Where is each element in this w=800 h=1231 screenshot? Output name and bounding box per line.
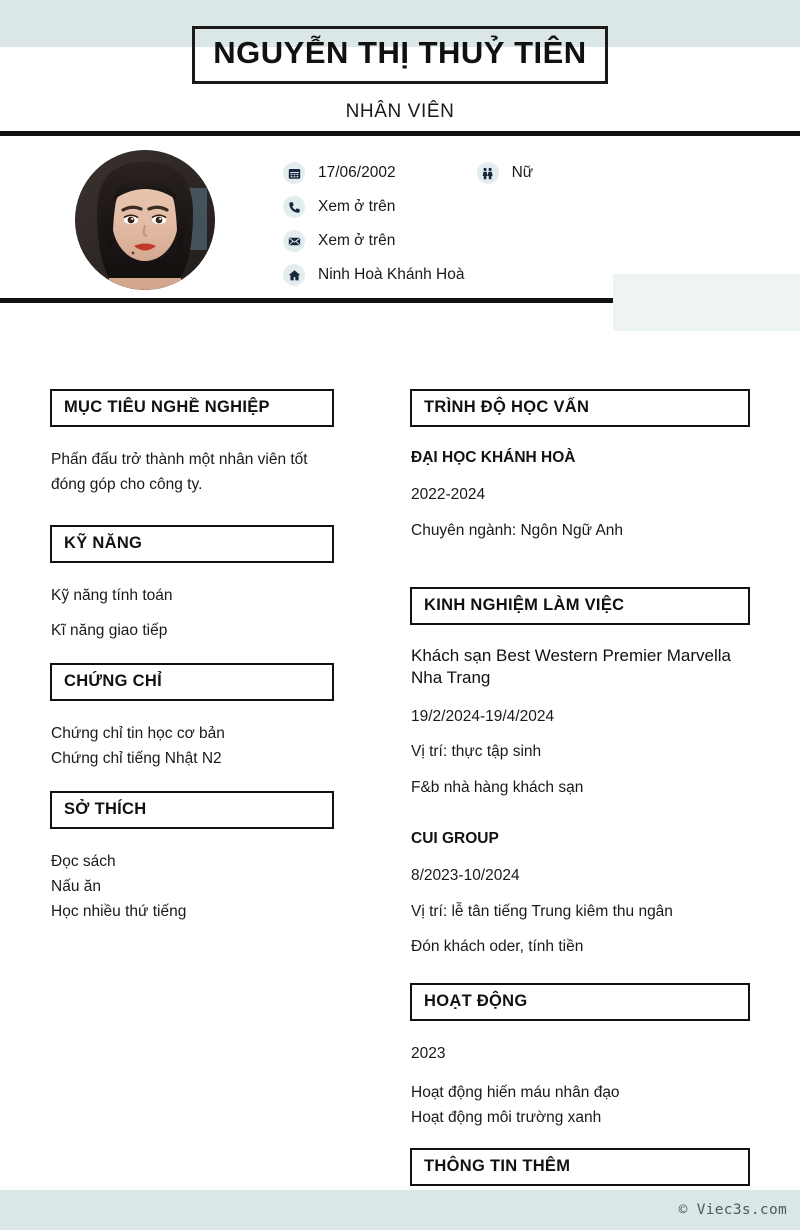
footer-bar [0, 1190, 800, 1230]
experience-detail: Đón khách oder, tính tiền [411, 937, 584, 955]
contact-email [283, 230, 395, 252]
section-title-certificates: CHỨNG CHỈ [64, 672, 162, 691]
page-title: NGUYỄN THỊ THUỶ TIÊN [213, 35, 587, 70]
portrait-photo-graphic [75, 150, 215, 290]
experience-item [411, 645, 749, 800]
experience-period: 8/2023-10/2024 [411, 867, 520, 885]
section-objective-header [50, 389, 334, 427]
section-certificates-body [50, 721, 334, 771]
experience-company: CUI GROUP [411, 829, 499, 847]
section-title-education: TRÌNH ĐỘ HỌC VẤN [424, 398, 590, 416]
section-activities-header [410, 983, 750, 1021]
gender-value: Nữ [511, 164, 534, 181]
section-title-interests: SỞ THÍCH [64, 800, 147, 819]
email-value: Xem ở trên [318, 232, 396, 249]
education-period: 2022-2024 [411, 486, 486, 504]
section-skills-header [50, 525, 334, 563]
section-interests-body [50, 849, 334, 924]
section-education-body [410, 447, 750, 543]
list-item: Kỹ năng tính toán [51, 586, 173, 604]
activities-year: 2023 [411, 1044, 446, 1062]
contact-block [283, 156, 753, 292]
section-activities-body [410, 1041, 750, 1130]
watermark: © Viec3s.com [678, 1202, 787, 1218]
list-item: Chứng chỉ tiếng Nhật N2 [51, 749, 222, 767]
education-school: ĐẠI HỌC KHÁNH HOÀ [411, 448, 576, 466]
experience-period: 19/2/2024-19/4/2024 [411, 708, 555, 726]
section-title-additional: THÔNG TIN THÊM [424, 1156, 571, 1175]
gender-icon [477, 162, 499, 184]
section-objective-body [50, 447, 334, 497]
name-box [192, 26, 607, 84]
section-additional-header [410, 1148, 750, 1186]
section-education-header [410, 389, 750, 427]
section-skills-body [50, 583, 334, 643]
section-title-experience: KINH NGHIỆM LÀM VIỆC [424, 595, 625, 614]
list-item: Học nhiều thứ tiếng [51, 903, 187, 921]
contact-row-email [283, 224, 753, 258]
contact-phone [283, 196, 395, 218]
contact-row-address [283, 258, 753, 292]
profile-strip [0, 136, 800, 298]
envelope-icon [283, 230, 305, 252]
section-title-skills: KỸ NĂNG [64, 534, 143, 553]
section-experience-header [410, 587, 750, 625]
job-title: NHÂN VIÊN [345, 100, 455, 122]
phone-value: Xem ở trên [318, 198, 396, 215]
right-column [410, 389, 750, 1231]
list-item: Kĩ năng giao tiếp [51, 621, 168, 639]
contact-row-birth-gender [283, 156, 753, 190]
birthdate-value: 17/06/2002 [318, 164, 396, 181]
list-item: Chứng chỉ tin học cơ bản [51, 724, 225, 742]
left-column [50, 389, 334, 924]
list-item: Nấu ăn [51, 877, 101, 895]
experience-position: Vị trí: thực tập sinh [411, 743, 542, 761]
objective-text: Phấn đấu trở thành một nhân viên tốt đóng góp cho công ty. [51, 450, 308, 493]
experience-position: Vị trí: lễ tân tiếng Trung kiêm thu ngân [411, 902, 673, 920]
list-item: Hoạt động hiến máu nhân đạo [411, 1083, 620, 1101]
section-title-activities: HOẠT ĐỘNG [424, 991, 528, 1010]
experience-item [411, 828, 749, 959]
home-icon [283, 264, 305, 286]
experience-detail: F&b nhà hàng khách sạn [411, 778, 584, 796]
avatar [75, 150, 215, 290]
contact-address [283, 264, 465, 286]
section-interests-header [50, 791, 334, 829]
calendar-icon [283, 162, 305, 184]
list-item: Đọc sách [51, 852, 116, 870]
section-experience-body [410, 645, 750, 959]
contact-gender [477, 162, 534, 184]
experience-company: Khách sạn Best Western Premier Marvella Nha Trang [411, 645, 731, 688]
contact-row-phone [283, 190, 753, 224]
list-item: Hoạt động môi trường xanh [411, 1108, 602, 1126]
phone-icon [283, 196, 305, 218]
education-major: Chuyên ngành: Ngôn Ngữ Anh [411, 521, 624, 539]
cv-header [0, 0, 800, 123]
section-title-objective: MỤC TIÊU NGHỀ NGHIỆP [64, 398, 270, 416]
section-certificates-header [50, 663, 334, 701]
address-value: Ninh Hoà Khánh Hoà [318, 266, 465, 283]
contact-birthdate [283, 162, 396, 184]
